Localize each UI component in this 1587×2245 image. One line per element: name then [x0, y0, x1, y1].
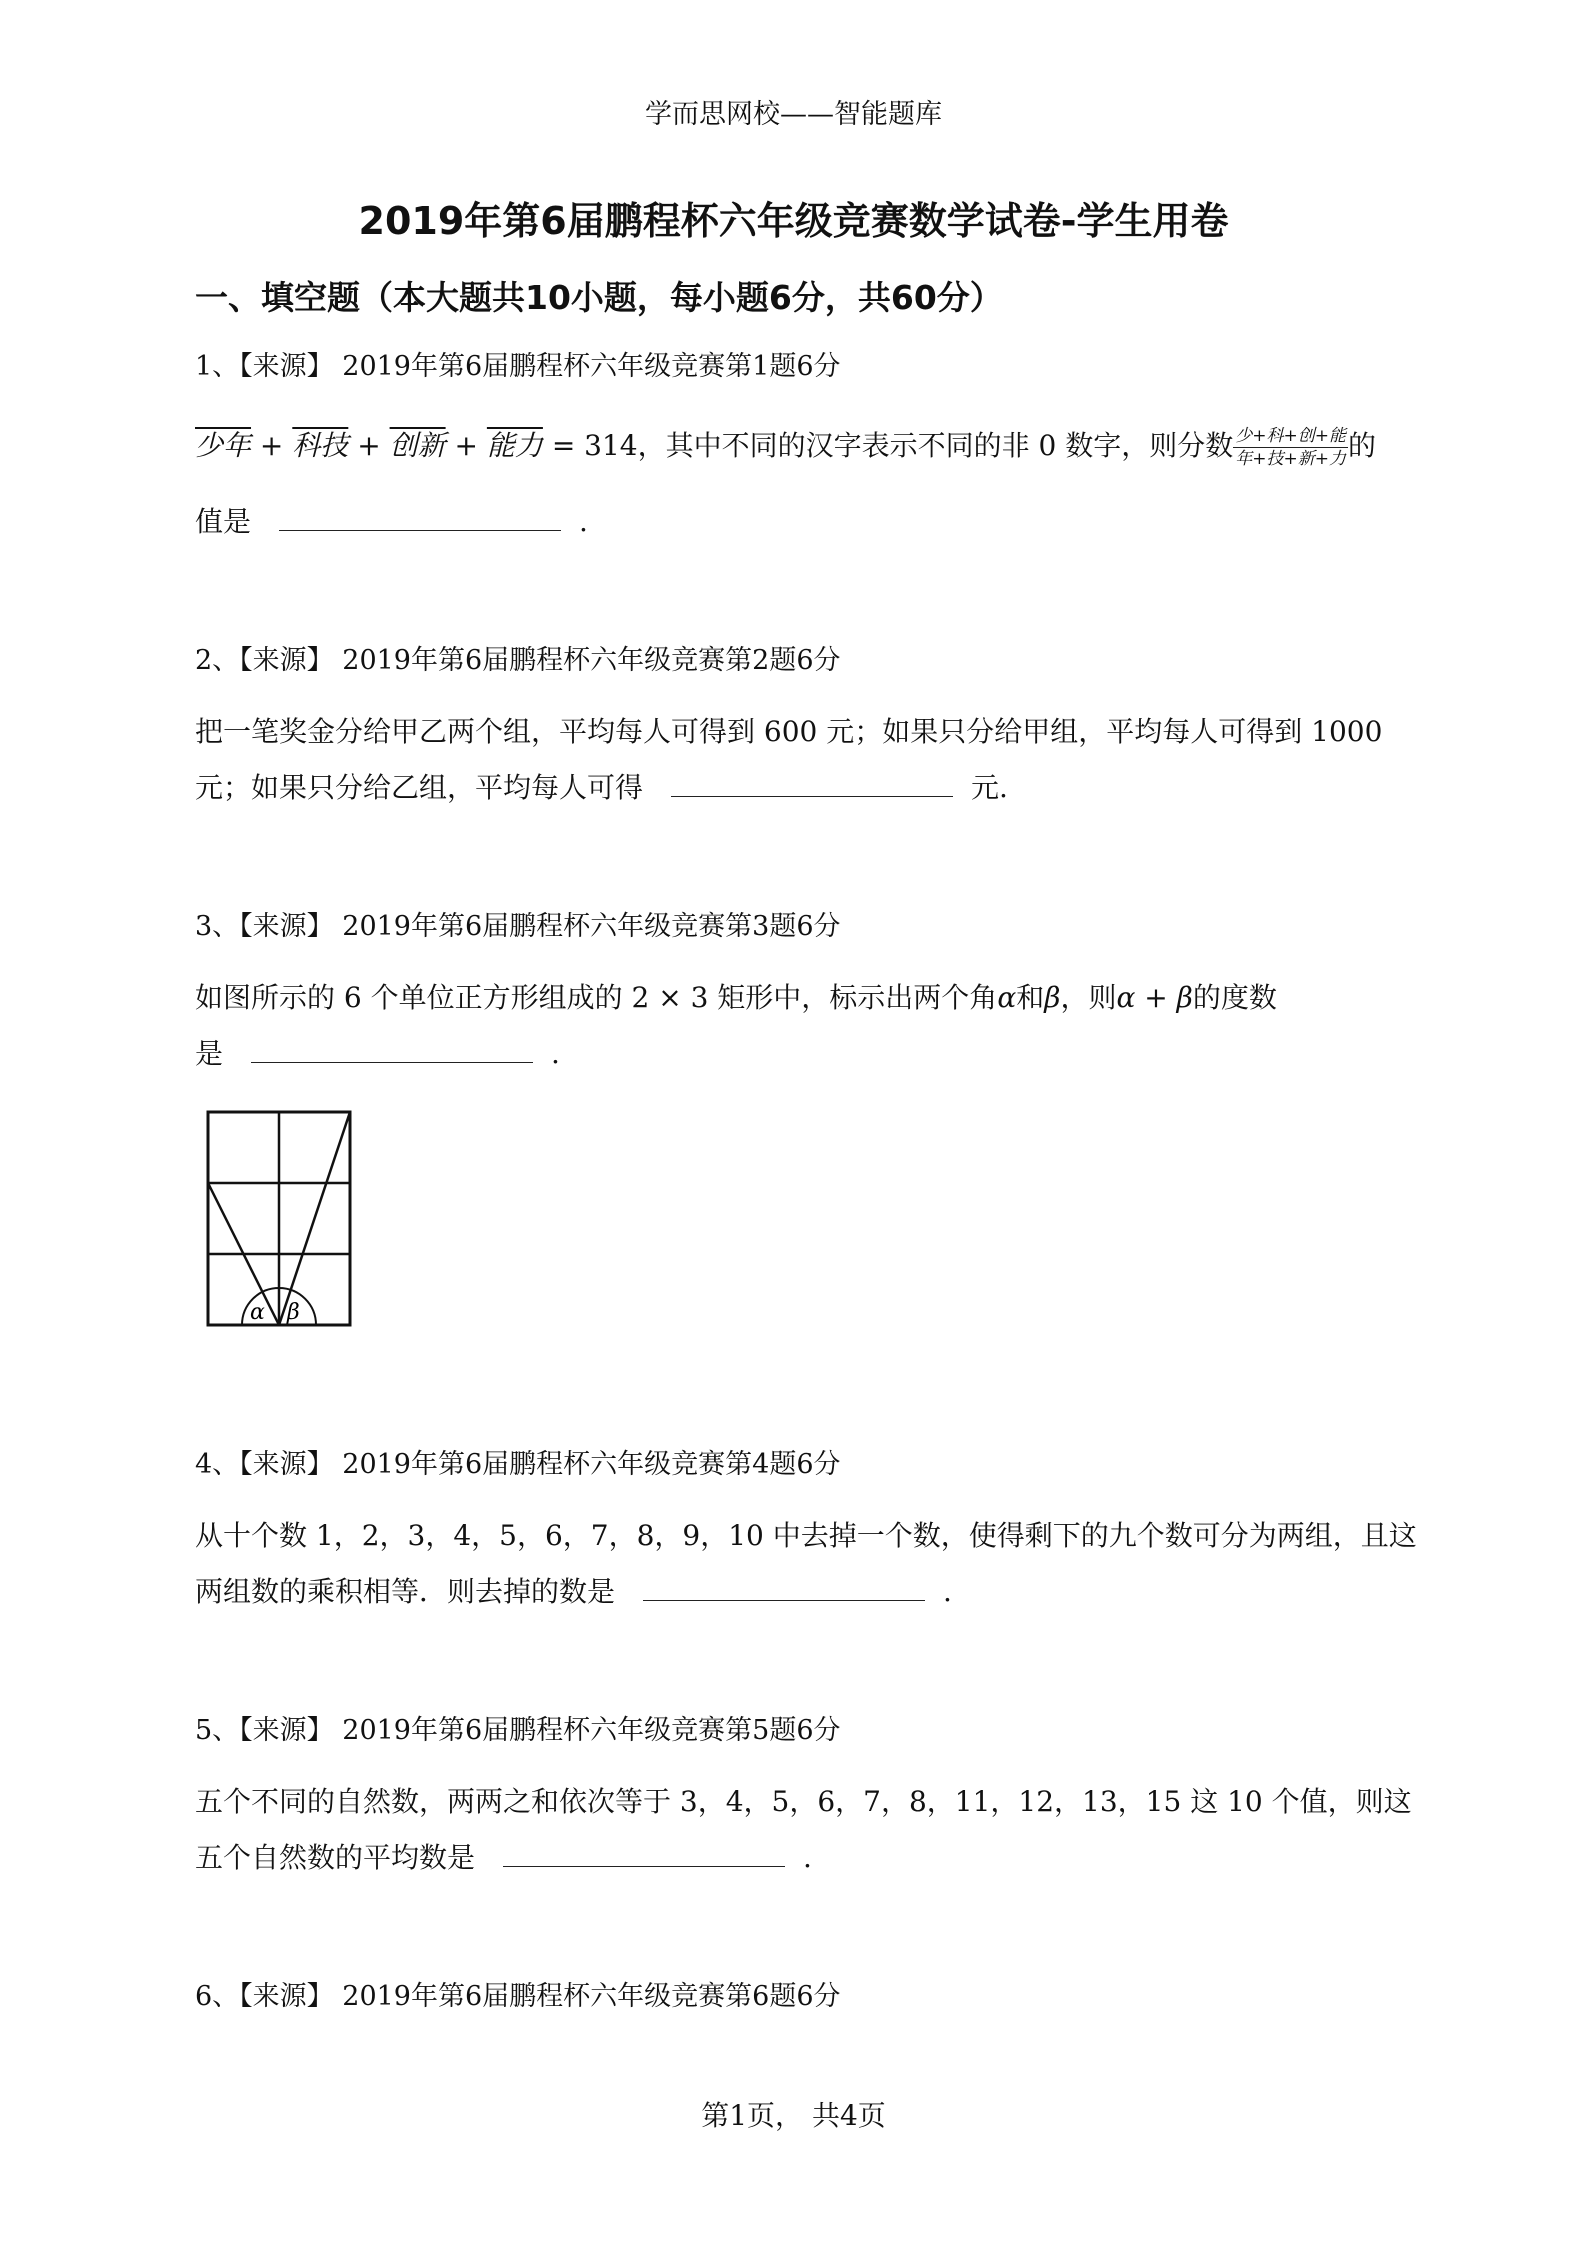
answer-blank-5[interactable] — [503, 1865, 785, 1867]
site-header: 学而思网校——智能题库 — [645, 99, 942, 130]
alpha-plus-beta: α + β — [1116, 981, 1193, 1014]
question-3-text-b: ，则 — [1060, 981, 1117, 1014]
question-3-prefix: 是 — [195, 1037, 224, 1070]
plus-sign: + — [454, 429, 478, 462]
question-3-line-1 — [195, 976, 1277, 1016]
question-5-source: 5、【来源】 2019年第6届鹏程杯六年级竞赛第5题6分 — [195, 1715, 841, 1746]
page-title: 2019年第6届鹏程杯六年级竞赛数学试卷-学生用卷 — [358, 199, 1229, 243]
fraction-denominator: 年+技+新+力 — [1235, 449, 1346, 469]
question-5-line-1: 五个不同的自然数，两两之和依次等于 3，4，5，6，7，8，11，12，13，15 这 10 个值，则这 — [195, 1785, 1412, 1818]
question-3-suffix: . — [551, 1037, 560, 1070]
question-3-text-c: 的度数 — [1192, 981, 1277, 1014]
question-2-suffix: 元. — [971, 771, 1008, 804]
section-heading: 一、填空题（本大题共10小题，每小题6分，共60分） — [195, 278, 1003, 317]
question-3-text-a: 如图所示的 6 个单位正方形组成的 2 × 3 矩形中，标示出两个角 — [195, 981, 998, 1014]
question-1-text-end: 的 — [1347, 429, 1376, 462]
fraction-numerator: 少+科+创+能 — [1235, 426, 1346, 446]
question-2-line-2 — [195, 766, 1008, 806]
answer-blank-2[interactable] — [671, 795, 953, 797]
answer-blank-3[interactable] — [251, 1061, 533, 1063]
question-1-prefix: 值是 — [195, 505, 252, 538]
term-nengli: 能力 — [486, 429, 543, 462]
alpha-symbol: α — [997, 981, 1017, 1014]
term-chuangxin: 创新 — [389, 429, 446, 462]
question-4-line-1: 从十个数 1，2，3，4，5，6，7，8，9，10 中去掉一个数，使得剩下的九个数可分为两组，且这 — [195, 1519, 1417, 1552]
question-4-line-2 — [195, 1570, 952, 1610]
plus-sign: + — [259, 429, 284, 462]
diagonal-beta-line — [279, 1112, 350, 1325]
term-keji: 科技 — [292, 429, 349, 462]
equals-value: = 314 — [551, 429, 638, 462]
answer-blank-1[interactable] — [279, 529, 561, 531]
question-5-line-2 — [195, 1836, 812, 1876]
fraction — [1233, 425, 1348, 470]
term-shaonian: 少年 — [195, 429, 252, 462]
page-footer: 第1页， 共4页 — [701, 2099, 886, 2132]
question-1-line-2 — [195, 500, 588, 540]
question-2-line-1: 把一笔奖金分给甲乙两个组，平均每人可得到 600 元；如果只分给甲组，平均每人可得到 1000 — [195, 715, 1383, 748]
question-1-suffix: . — [579, 505, 588, 538]
question-3-line-2 — [195, 1032, 560, 1072]
question-1-text: ，其中不同的汉字表示不同的非 0 数字，则分数 — [637, 429, 1234, 462]
question-2-prefix: 元；如果只分给乙组，平均每人可得 — [195, 771, 644, 804]
beta-symbol: β — [1044, 981, 1061, 1014]
question-4-source: 4、【来源】 2019年第6届鹏程杯六年级竞赛第4题6分 — [195, 1449, 841, 1480]
question-4-prefix: 两组数的乘积相等．则去掉的数是 — [195, 1575, 616, 1608]
question-2-source: 2、【来源】 2019年第6届鹏程杯六年级竞赛第2题6分 — [195, 645, 841, 676]
question-3-source: 3、【来源】 2019年第6届鹏程杯六年级竞赛第3题6分 — [195, 911, 841, 942]
question-1-source: 1、【来源】 2019年第6届鹏程杯六年级竞赛第1题6分 — [195, 351, 841, 382]
rectangle-grid-figure — [200, 1100, 360, 1340]
question-1-line-1 — [195, 424, 1376, 470]
question-6-source: 6、【来源】 2019年第6届鹏程杯六年级竞赛第6题6分 — [195, 1981, 841, 2012]
answer-blank-4[interactable] — [643, 1599, 925, 1601]
question-4-suffix: . — [943, 1575, 952, 1608]
and-word: 和 — [1016, 981, 1045, 1014]
beta-label: β — [287, 1300, 300, 1325]
question-5-suffix: . — [803, 1841, 812, 1874]
plus-sign: + — [357, 429, 381, 462]
alpha-label: α — [250, 1300, 265, 1325]
question-5-prefix: 五个自然数的平均数是 — [195, 1841, 476, 1874]
